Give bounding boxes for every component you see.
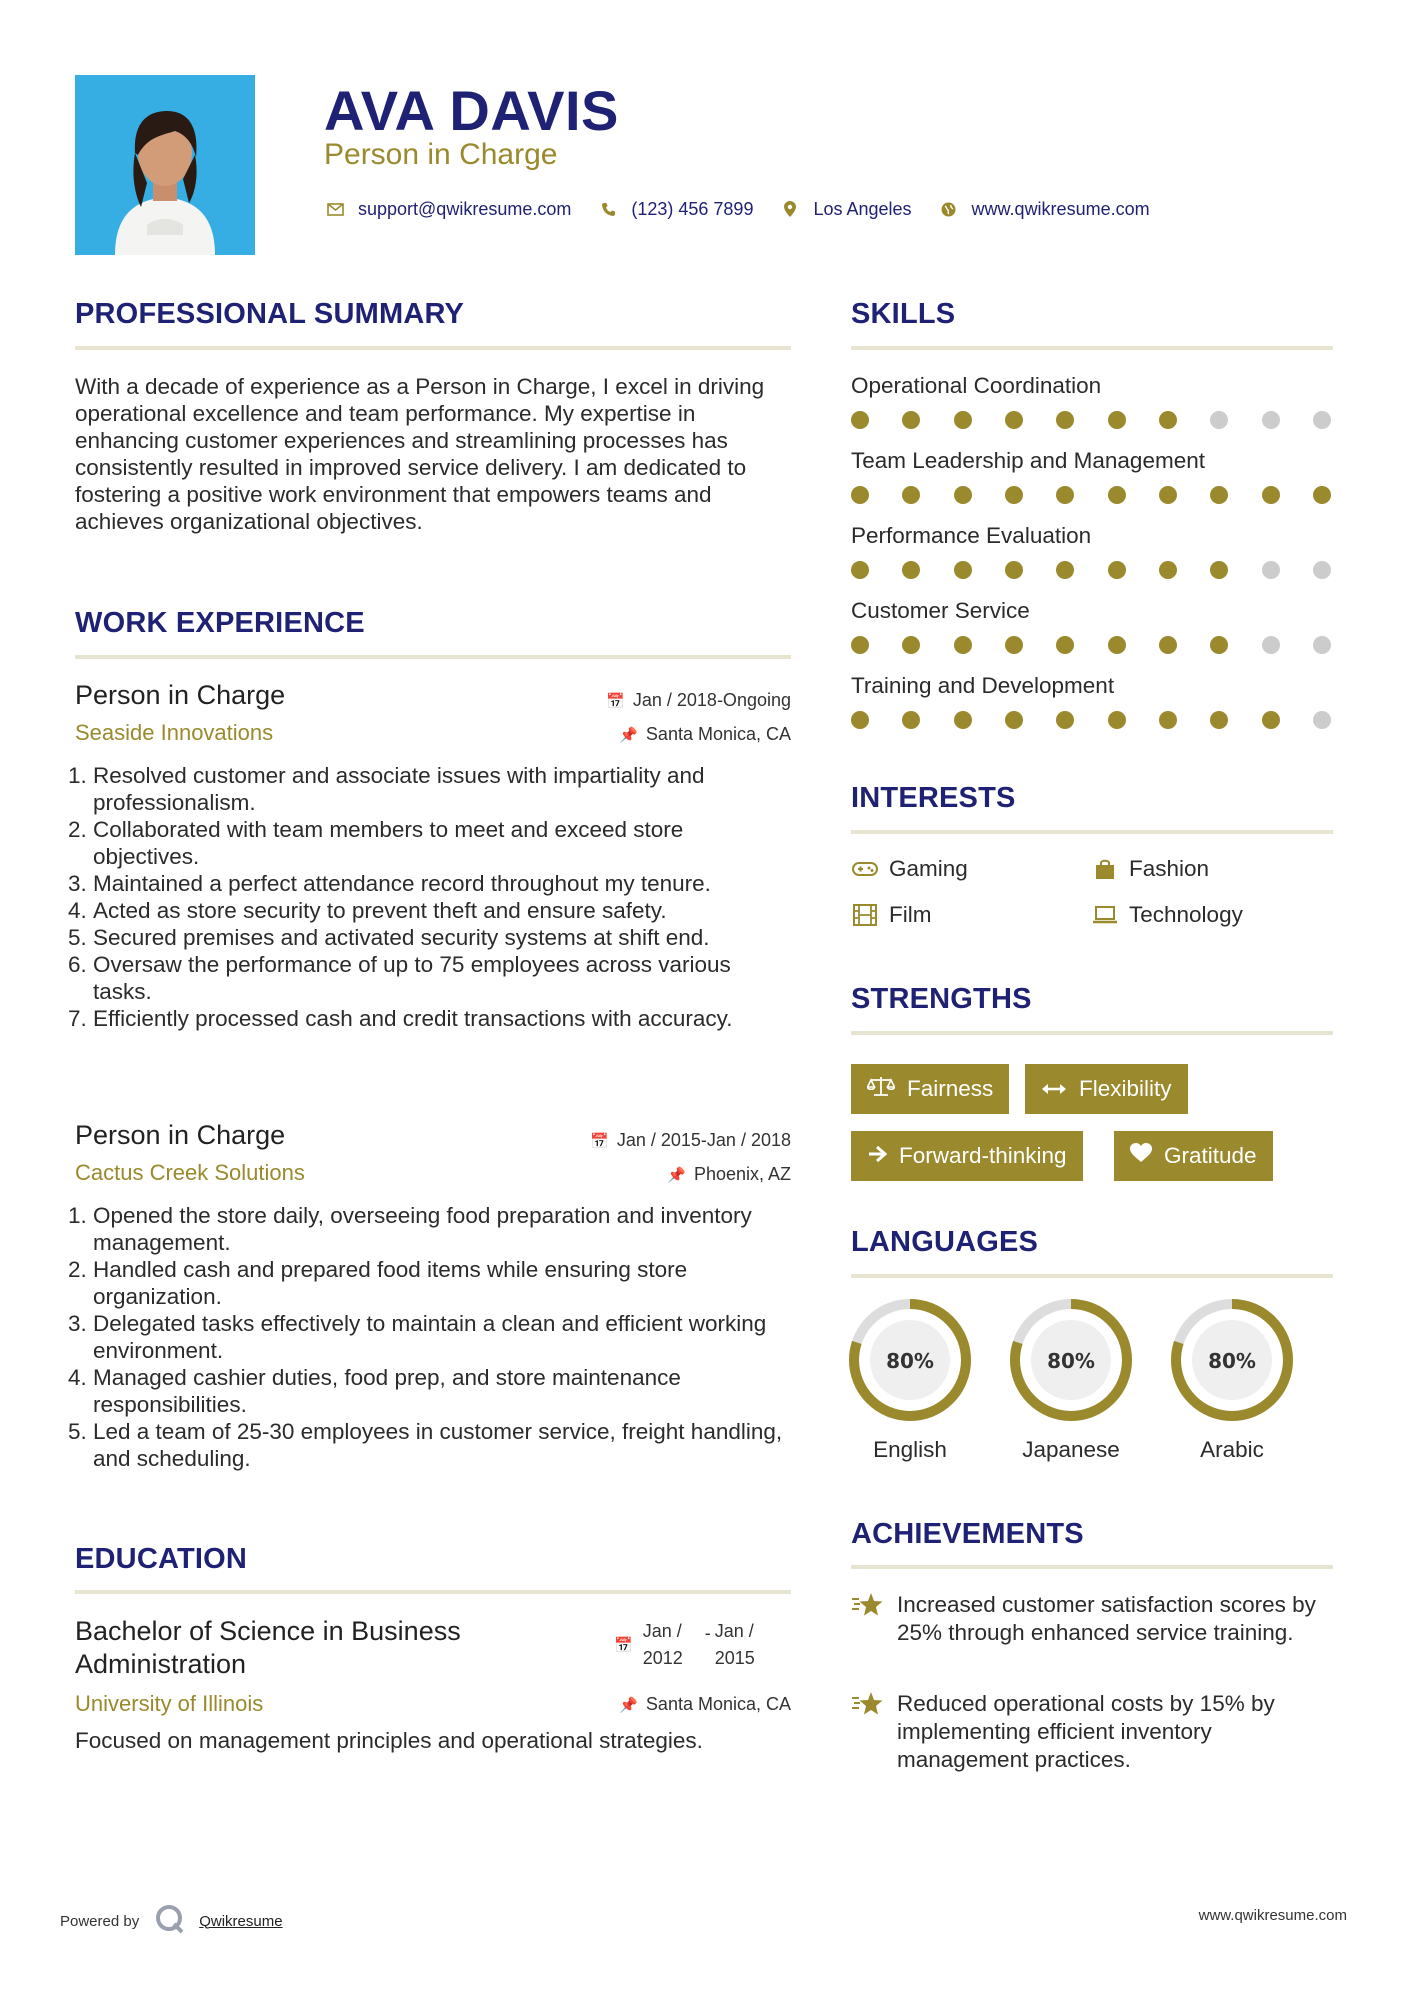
skills-title: SKILLS	[851, 298, 956, 330]
experience-divider	[75, 655, 791, 659]
language-percent: 80%	[1047, 1349, 1095, 1373]
rating-dot-empty	[1313, 411, 1331, 429]
skill-item	[851, 598, 1333, 673]
language-name: English	[873, 1437, 947, 1462]
job-dates: 📅 Jan / 2018-Ongoing	[606, 690, 791, 710]
rating-dot-filled	[1005, 486, 1023, 504]
language-name: Arabic	[1200, 1437, 1264, 1462]
footer-powered-by: Powered by Qwikresume	[60, 1904, 283, 1938]
rating-dot-filled	[851, 636, 869, 654]
strengths-divider	[851, 1031, 1333, 1035]
rating-dot-filled	[902, 486, 920, 504]
rating-dot-filled	[902, 561, 920, 579]
rating-dot-empty	[1262, 411, 1280, 429]
rating-dot-filled	[954, 411, 972, 429]
rating-dot-filled	[1005, 711, 1023, 729]
job-company: Cactus Creek Solutions	[75, 1160, 305, 1185]
star-icon	[851, 1690, 887, 1774]
education-divider	[75, 1590, 791, 1594]
rating-dot-filled	[954, 486, 972, 504]
summary-title: PROFESSIONAL SUMMARY	[75, 298, 465, 330]
skill-name: Training and Development	[851, 673, 1115, 698]
language-percent: 80%	[1208, 1349, 1256, 1373]
rating-dot-empty	[1262, 636, 1280, 654]
rating-dot-filled	[1210, 636, 1228, 654]
rating-dot-filled	[1262, 711, 1280, 729]
rating-dot-filled	[851, 711, 869, 729]
job-duties	[75, 762, 791, 1032]
rating-dot-filled	[902, 711, 920, 729]
summary-text: With a decade of experience as a Person in Charge, I excel in driving operational excellence and team performance. My expertise in enhancing customer experiences and streamlining processes has consistently resulted in improved service delivery. I am dedicated to fostering a positive work environment that empowers teams and achieves organizational objectives.	[75, 374, 765, 534]
rating-dot-empty	[1313, 636, 1331, 654]
rating-dot-filled	[954, 636, 972, 654]
portrait-illustration	[75, 75, 255, 255]
rating-dot-filled	[954, 711, 972, 729]
rating-dot-empty	[1313, 561, 1331, 579]
job-dates: 📅 Jan / 2015-Jan / 2018	[590, 1130, 791, 1150]
achievement-item: Increased customer satisfaction scores by 25% through enhanced service training.	[851, 1591, 1333, 1647]
contact-phone[interactable]: (123) 456 7899	[631, 198, 754, 219]
interest-gaming: Gaming	[851, 856, 968, 882]
qwikresume-logo-icon	[155, 1904, 185, 1938]
interest-fashion: Fashion	[1091, 856, 1209, 882]
map-pin-icon	[779, 201, 801, 217]
list-item: 1. Resolved customer and associate issues with impartiality and professionalism.	[93, 762, 791, 816]
calendar-icon: 📅	[590, 1132, 609, 1150]
rating-dot-filled	[954, 561, 972, 579]
calendar-icon: 📅	[606, 692, 625, 710]
rating-dot-filled	[1159, 411, 1177, 429]
balance-scale-icon	[867, 1075, 895, 1103]
interests-title: INTERESTS	[851, 782, 1016, 814]
achievements-title: ACHIEVEMENTS	[851, 1518, 1084, 1550]
language-ring	[1170, 1298, 1294, 1422]
skill-rating	[851, 711, 1331, 729]
strength-chip: Forward-thinking	[851, 1131, 1083, 1181]
rating-dot-filled	[1210, 561, 1228, 579]
rating-dot-filled	[1108, 711, 1126, 729]
skill-rating	[851, 411, 1331, 429]
contact-email[interactable]: support@qwikresume.com	[358, 198, 572, 219]
rating-dot-filled	[1005, 636, 1023, 654]
list-item: 2. Handled cash and prepared food items while ensuring store organization.	[93, 1256, 791, 1310]
strengths-title: STRENGTHS	[851, 983, 1032, 1015]
education-location: 📌 Santa Monica, CA	[619, 1694, 791, 1714]
pushpin-icon: 📌	[667, 1166, 686, 1184]
strength-chip: Fairness	[851, 1064, 1009, 1114]
footer-brand-link[interactable]: Qwikresume	[199, 1912, 283, 1930]
job-location: 📌 Phoenix, AZ	[667, 1164, 791, 1184]
phone-icon	[597, 202, 619, 217]
star-icon	[851, 1591, 887, 1647]
rating-dot-filled	[1056, 636, 1074, 654]
rating-dot-filled	[1159, 711, 1177, 729]
arrow-right-icon	[867, 1143, 887, 1169]
contact-website[interactable]: www.qwikresume.com	[971, 198, 1150, 219]
skill-rating	[851, 486, 1331, 504]
job-entry	[75, 1120, 791, 1472]
profile-photo	[75, 75, 255, 255]
candidate-role: Person in Charge	[324, 138, 558, 171]
film-icon	[851, 904, 879, 926]
rating-dot-filled	[1262, 486, 1280, 504]
strength-chip: Flexibility	[1025, 1064, 1188, 1114]
job-title: Person in Charge	[75, 680, 286, 710]
rating-dot-filled	[1108, 561, 1126, 579]
job-location: 📌 Santa Monica, CA	[619, 724, 791, 744]
rating-dot-filled	[1056, 561, 1074, 579]
envelope-icon	[324, 203, 346, 216]
rating-dot-filled	[1056, 411, 1074, 429]
rating-dot-filled	[902, 636, 920, 654]
interest-technology: Technology	[1091, 902, 1243, 928]
list-item: 5. Led a team of 25-30 employees in customer service, freight handling, and scheduling.	[93, 1418, 791, 1472]
list-item: 6. Oversaw the performance of up to 75 employees across various tasks.	[93, 951, 791, 1005]
list-item: 5. Secured premises and activated security systems at shift end.	[93, 924, 791, 951]
rating-dot-filled	[1159, 486, 1177, 504]
list-item: 2. Collaborated with team members to meet and exceed store objectives.	[93, 816, 791, 870]
education-description: Focused on management principles and operational strategies.	[75, 1728, 703, 1753]
achievement-item: Reduced operational costs by 15% by implementing efficient inventory management practices.	[851, 1690, 1333, 1774]
achievements-divider	[851, 1565, 1333, 1569]
rating-dot-filled	[1108, 411, 1126, 429]
contact-location: Los Angeles	[813, 198, 912, 219]
job-duties	[75, 1202, 791, 1472]
arrows-horizontal-icon	[1041, 1076, 1067, 1102]
language-item	[1009, 1298, 1133, 1463]
strength-chip: Gratitude	[1114, 1131, 1273, 1181]
rating-dot-filled	[1108, 636, 1126, 654]
rating-dot-filled	[1005, 411, 1023, 429]
job-company: Seaside Innovations	[75, 720, 274, 745]
rating-dot-filled	[851, 561, 869, 579]
skill-name: Performance Evaluation	[851, 523, 1092, 548]
rating-dot-filled	[1056, 486, 1074, 504]
interests-divider	[851, 830, 1333, 834]
list-item: 4. Acted as store security to prevent theft and ensure safety.	[93, 897, 791, 924]
list-item: 1. Opened the store daily, overseeing food preparation and inventory management.	[93, 1202, 791, 1256]
job-title: Person in Charge	[75, 1120, 286, 1150]
job-entry	[75, 680, 791, 1032]
candidate-name: AVA DAVIS	[324, 79, 619, 142]
skill-item	[851, 448, 1333, 523]
language-item	[848, 1298, 972, 1463]
rating-dot-filled	[902, 411, 920, 429]
list-item: 3. Delegated tasks effectively to maintain a clean and efficient working environment.	[93, 1310, 791, 1364]
rating-dot-filled	[851, 411, 869, 429]
gamepad-icon	[851, 861, 879, 877]
language-item	[1170, 1298, 1294, 1463]
skills-list	[851, 373, 1333, 748]
rating-dot-empty	[1262, 561, 1280, 579]
pushpin-icon: 📌	[619, 726, 638, 744]
interest-film: Film	[851, 902, 931, 928]
skill-name: Customer Service	[851, 598, 1030, 623]
rating-dot-filled	[1210, 486, 1228, 504]
rating-dot-filled	[1313, 486, 1331, 504]
rating-dot-empty	[1210, 411, 1228, 429]
experience-title: WORK EXPERIENCE	[75, 607, 365, 639]
skill-name: Team Leadership and Management	[851, 448, 1205, 473]
language-ring	[848, 1298, 972, 1422]
language-ring	[1009, 1298, 1133, 1422]
rating-dot-filled	[851, 486, 869, 504]
heart-icon	[1130, 1143, 1152, 1169]
skill-item	[851, 673, 1333, 748]
pushpin-icon: 📌	[619, 1696, 638, 1714]
rating-dot-filled	[1210, 711, 1228, 729]
calendar-icon: 📅	[614, 1637, 633, 1654]
globe-icon	[938, 202, 960, 217]
education-title: EDUCATION	[75, 1543, 248, 1575]
list-item: 7. Efficiently processed cash and credit transactions with accuracy.	[93, 1005, 791, 1032]
languages-divider	[851, 1274, 1333, 1278]
list-item: 4. Managed cashier duties, food prep, and store maintenance responsibilities.	[93, 1364, 791, 1418]
language-name: Japanese	[1022, 1437, 1120, 1462]
skill-rating	[851, 636, 1331, 654]
laptop-icon	[1091, 906, 1119, 924]
footer-website[interactable]: www.qwikresume.com	[1198, 1907, 1347, 1924]
degree-title: Bachelor of Science in Business Administration	[75, 1616, 461, 1679]
skill-item	[851, 523, 1333, 598]
rating-dot-filled	[1159, 561, 1177, 579]
languages-title: LANGUAGES	[851, 1226, 1039, 1258]
education-dates: 📅 Jan / 2012 - Jan / 2015	[614, 1621, 755, 1668]
list-item: 3. Maintained a perfect attendance record throughout my tenure.	[93, 870, 791, 897]
summary-divider	[75, 346, 791, 350]
rating-dot-filled	[1056, 711, 1074, 729]
contact-bar	[324, 194, 1176, 224]
education-school: University of Illinois	[75, 1691, 264, 1716]
skill-item	[851, 373, 1333, 448]
rating-dot-empty	[1313, 711, 1331, 729]
language-percent: 80%	[886, 1349, 934, 1373]
rating-dot-filled	[1159, 636, 1177, 654]
skill-name: Operational Coordination	[851, 373, 1102, 398]
rating-dot-filled	[1005, 561, 1023, 579]
skill-rating	[851, 561, 1331, 579]
shopping-bag-icon	[1091, 858, 1119, 880]
skills-divider	[851, 346, 1333, 350]
rating-dot-filled	[1108, 486, 1126, 504]
